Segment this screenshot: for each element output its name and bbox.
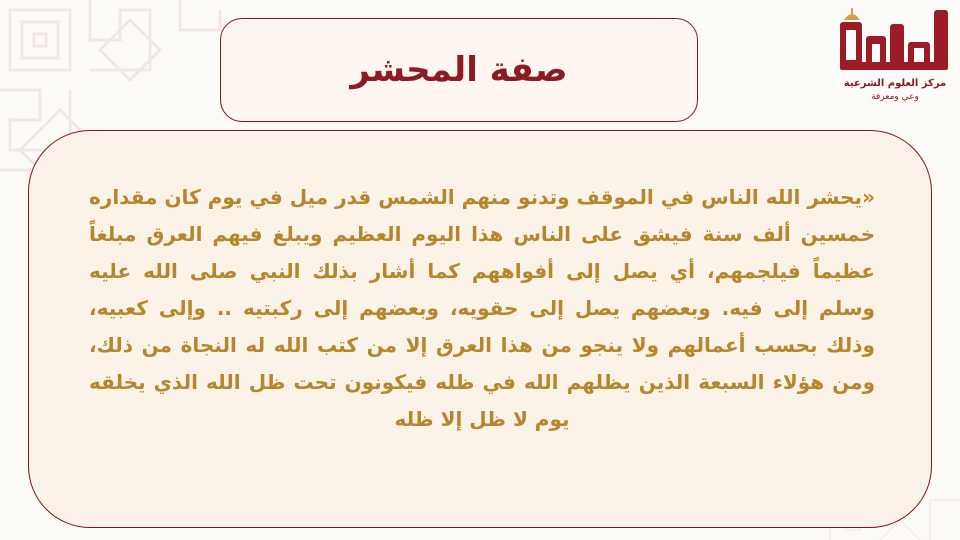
logo-subtitle: مركز العلوم الشرعية: [843, 78, 947, 89]
body-text: «يحشر الله الناس في الموقف وتدنو منهم الشمس قدر ميل في يوم كان مقداره خمسين ألف سنة فيشق على الناس هذا اليوم العظيم ويبلغ فيهم العرق مبلغاً عظيماً فيلجمهم، أي يصل إلى أفواههم كما أشار بذلك النبي صلى الله عليه وسلم إلى فيه. وبعضهم يصل إلى حقويه، وبعضهم إلى ركبتيه .. وإلى كعبيه، وذلك بحسب أعمالهم ولا ينجو من هذا العرق إلا من كتب الله له النجاة من ذلك، ومن هؤلاء السبعة الذين يظلهم الله في ظله فيكونون تحت ظل الله الذي يخلقه يوم لا ظل إلا ظله: [89, 185, 875, 431]
ihkam-logo: [836, 6, 954, 110]
ihkam-logo-mark: [838, 6, 950, 74]
title-banner: [220, 18, 698, 122]
slide-title: صفة المحشر: [350, 50, 568, 90]
logo-tagline: وعي ومعرفة: [871, 92, 919, 102]
content-panel: [28, 130, 932, 528]
